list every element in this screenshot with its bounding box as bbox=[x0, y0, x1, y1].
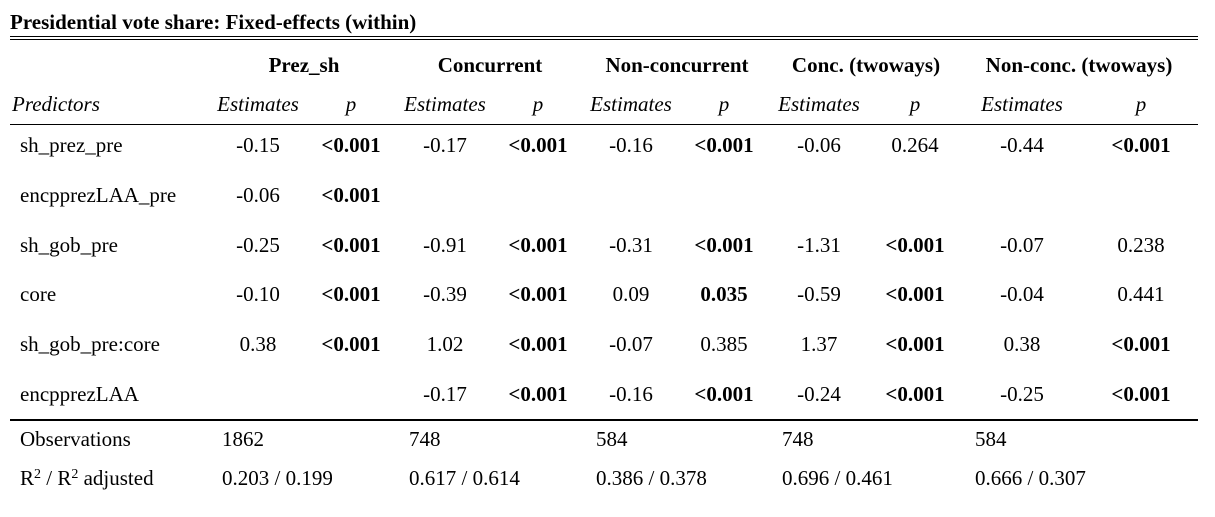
estimate-value: -0.17 bbox=[423, 382, 467, 406]
r-squared-value: 0.617 / 0.614 bbox=[409, 466, 520, 490]
estimate-value: -0.24 bbox=[797, 382, 841, 406]
estimate-value: -0.25 bbox=[1000, 382, 1044, 406]
table-title: Presidential vote share: Fixed-effects (within) bbox=[10, 10, 417, 34]
top-rule bbox=[10, 36, 1198, 37]
p-header: p bbox=[909, 92, 921, 116]
p-value: <0.001 bbox=[321, 282, 381, 306]
observations-value: 748 bbox=[409, 427, 441, 451]
estimates-header: Estimates bbox=[590, 92, 672, 116]
r-squared-value: 0.203 / 0.199 bbox=[222, 466, 333, 490]
superscript: 2 bbox=[71, 467, 79, 482]
model-header: Concurrent bbox=[437, 53, 543, 77]
observations-label: Observations bbox=[20, 427, 131, 451]
predictors-header: Predictors bbox=[12, 92, 100, 116]
estimate-value: -0.31 bbox=[609, 233, 653, 257]
label-part: R bbox=[20, 466, 35, 490]
estimate-value: -0.44 bbox=[1000, 133, 1044, 157]
p-header: p bbox=[1135, 92, 1147, 116]
p-value: <0.001 bbox=[508, 282, 568, 306]
p-value: 0.238 bbox=[1117, 233, 1165, 257]
predictor-label: encpprezLAA bbox=[20, 382, 139, 406]
predictor-label: encpprezLAA_pre bbox=[20, 183, 177, 207]
predictor-label: core bbox=[20, 282, 57, 306]
estimate-value: 0.38 bbox=[1003, 332, 1041, 356]
estimate-value: 1.02 bbox=[426, 332, 464, 356]
p-value: 0.264 bbox=[891, 133, 939, 157]
p-header: p bbox=[718, 92, 730, 116]
estimate-value: -0.39 bbox=[423, 282, 467, 306]
p-value: <0.001 bbox=[694, 233, 754, 257]
estimate-value: -0.59 bbox=[797, 282, 841, 306]
estimates-header: Estimates bbox=[778, 92, 860, 116]
p-header: p bbox=[532, 92, 544, 116]
observations-value: 584 bbox=[975, 427, 1007, 451]
p-value: <0.001 bbox=[321, 133, 381, 157]
estimate-value: -0.25 bbox=[236, 233, 280, 257]
p-value: <0.001 bbox=[508, 332, 568, 356]
r-squared-value: 0.696 / 0.461 bbox=[782, 466, 893, 490]
estimates-header: Estimates bbox=[981, 92, 1063, 116]
p-value: <0.001 bbox=[1111, 332, 1171, 356]
estimate-value: 0.38 bbox=[239, 332, 277, 356]
p-value: <0.001 bbox=[1111, 382, 1171, 406]
estimate-value: -0.04 bbox=[1000, 282, 1044, 306]
predictor-label: sh_gob_pre:core bbox=[20, 332, 160, 356]
p-value: <0.001 bbox=[321, 183, 381, 207]
estimate-value: -0.06 bbox=[236, 183, 280, 207]
p-value: <0.001 bbox=[508, 233, 568, 257]
model-header: Conc. (twoways) bbox=[791, 53, 941, 77]
r-squared-value: 0.386 / 0.378 bbox=[596, 466, 707, 490]
stats-rule bbox=[10, 419, 1198, 421]
p-value: <0.001 bbox=[321, 332, 381, 356]
estimate-value: -0.15 bbox=[236, 133, 280, 157]
p-value: <0.001 bbox=[321, 233, 381, 257]
p-value: <0.001 bbox=[885, 282, 945, 306]
estimates-header: Estimates bbox=[404, 92, 486, 116]
estimate-value: 1.37 bbox=[800, 332, 838, 356]
p-value: <0.001 bbox=[1111, 133, 1171, 157]
p-value: <0.001 bbox=[885, 233, 945, 257]
model-header: Prez_sh bbox=[268, 53, 340, 77]
p-value: 0.385 bbox=[700, 332, 748, 356]
model-header: Non-conc. (twoways) bbox=[985, 53, 1173, 77]
r-squared-value: 0.666 / 0.307 bbox=[975, 466, 1086, 490]
label-part: adjusted bbox=[78, 466, 154, 490]
estimates-header: Estimates bbox=[217, 92, 299, 116]
p-value: 0.441 bbox=[1117, 282, 1165, 306]
estimate-value: 0.09 bbox=[612, 282, 650, 306]
estimate-value: -0.17 bbox=[423, 133, 467, 157]
estimate-value: -0.06 bbox=[797, 133, 841, 157]
p-value: <0.001 bbox=[694, 382, 754, 406]
p-value: <0.001 bbox=[885, 332, 945, 356]
header-rule bbox=[10, 124, 1198, 125]
observations-value: 1862 bbox=[222, 427, 264, 451]
estimate-value: -0.91 bbox=[423, 233, 467, 257]
estimate-value: -0.07 bbox=[609, 332, 653, 356]
predictor-label: sh_gob_pre bbox=[20, 233, 118, 257]
observations-value: 748 bbox=[782, 427, 814, 451]
p-header: p bbox=[345, 92, 357, 116]
p-value: <0.001 bbox=[885, 382, 945, 406]
estimate-value: -1.31 bbox=[797, 233, 841, 257]
estimate-value: -0.10 bbox=[236, 282, 280, 306]
r-squared-label bbox=[20, 468, 154, 489]
observations-value: 584 bbox=[596, 427, 628, 451]
p-value: 0.035 bbox=[700, 282, 748, 306]
superscript: 2 bbox=[34, 467, 42, 482]
p-value: <0.001 bbox=[694, 133, 754, 157]
estimate-value: -0.07 bbox=[1000, 233, 1044, 257]
model-header: Non-concurrent bbox=[605, 53, 749, 77]
p-value: <0.001 bbox=[508, 133, 568, 157]
p-value: <0.001 bbox=[508, 382, 568, 406]
top-rule-double bbox=[10, 39, 1198, 40]
label-part: / R bbox=[41, 466, 72, 490]
estimate-value: -0.16 bbox=[609, 133, 653, 157]
estimate-value: -0.16 bbox=[609, 382, 653, 406]
predictor-label: sh_prez_pre bbox=[20, 133, 123, 157]
